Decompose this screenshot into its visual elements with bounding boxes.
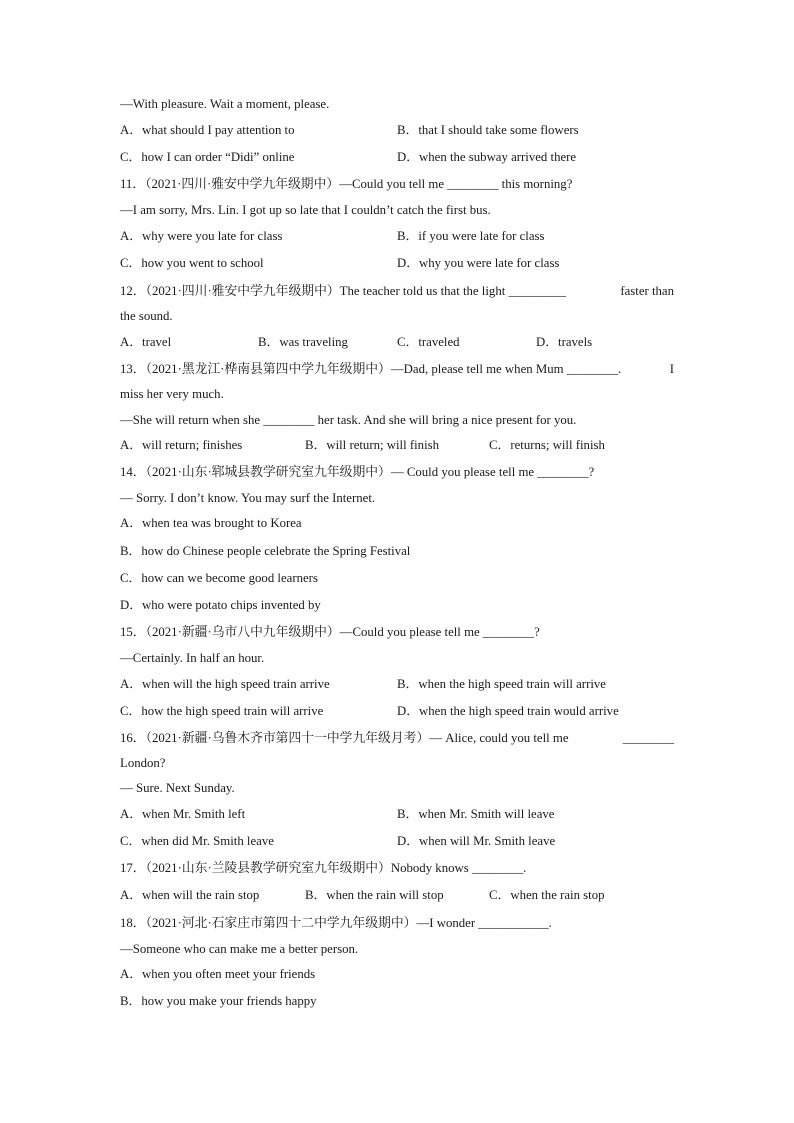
q16-reply: — Sure. Next Sunday. (120, 781, 235, 795)
q16-option-c: C．when did Mr. Smith leave (120, 834, 274, 848)
q13-stem-line1 (120, 361, 674, 377)
q16-stem-line2: London? (120, 756, 166, 770)
q18-option-b: B．how you make your friends happy (120, 994, 317, 1008)
q11-option-a: A．why were you late for class (120, 229, 283, 243)
q11-option-b: B．if you were late for class (397, 229, 545, 243)
q12-stem-line2: the sound. (120, 309, 173, 323)
q16-option-b: B．when Mr. Smith will leave (397, 807, 555, 821)
q17-stem: 17．（2021·山东·兰陵县教学研究室九年级期中）Nobody knows ________. (120, 861, 527, 875)
q13-stem-end: I (669, 362, 674, 376)
q11-stem: 11．（2021·四川·雅安中学九年级期中）—Could you tell me ________ this morning? (120, 177, 573, 191)
q16-option-d: D．when will Mr. Smith leave (397, 834, 556, 848)
q12-option-b: B．was traveling (258, 335, 348, 349)
q17-option-c: C．when the rain stop (489, 888, 605, 902)
q10-reply: —With pleasure. Wait a moment, please. (120, 97, 330, 111)
q17-option-b: B．when the rain will stop (305, 888, 444, 902)
q13-option-a: A．will return; finishes (120, 438, 243, 452)
q12-option-d: D．travels (536, 335, 593, 349)
q17-option-a: A．when will the rain stop (120, 888, 260, 902)
q18-option-a: A．when you often meet your friends (120, 967, 316, 981)
q13-option-c: C．returns; will finish (489, 438, 605, 452)
q14-reply: — Sorry. I don’t know. You may surf the Internet. (120, 491, 376, 505)
q10-option-a: A．what should I pay attention to (120, 123, 295, 137)
q11-option-d: D．why you were late for class (397, 256, 560, 270)
q18-reply: —Someone who can make me a better person. (120, 942, 359, 956)
q16-stem-line1 (120, 730, 674, 746)
q13-option-b: B．will return; will finish (305, 438, 440, 452)
q14-option-a: A．when tea was brought to Korea (120, 516, 302, 530)
q10-option-d: D．when the subway arrived there (397, 150, 577, 164)
q12-option-a: A．travel (120, 335, 172, 349)
q11-reply: —I am sorry, Mrs. Lin. I got up so late that I couldn’t catch the first bus. (120, 203, 491, 217)
q12-stem-line1 (120, 283, 674, 299)
q15-stem: 15．（2021·新疆·乌市八中九年级期中）—Could you please tell me ________? (120, 625, 540, 639)
q13-stem-line2: miss her very much. (120, 387, 224, 401)
q13-reply: —She will return when she ________ her task. And she will bring a nice present for you. (120, 413, 577, 427)
q18-stem: 18．（2021·河北·石家庄市第四十二中学九年级期中）—I wonder ___________. (120, 916, 552, 930)
q14-option-b: B．how do Chinese people celebrate the Spring Festival (120, 544, 411, 558)
q16-option-a: A．when Mr. Smith left (120, 807, 246, 821)
q12-stem-text: 12．（2021·四川·雅安中学九年级期中）The teacher told us that the light _________ (120, 284, 567, 298)
q15-reply: —Certainly. In half an hour. (120, 651, 265, 665)
q16-stem-end: ________ (622, 731, 674, 745)
q10-option-c: C．how I can order “Didi” online (120, 150, 295, 164)
q14-stem: 14．（2021·山东·郓城县教学研究室九年级期中）— Could you please tell me ________? (120, 465, 595, 479)
q15-option-c: C．how the high speed train will arrive (120, 704, 324, 718)
q15-option-d: D．when the high speed train would arrive (397, 704, 619, 718)
q14-option-c: C．how can we become good learners (120, 571, 318, 585)
q15-option-b: B．when the high speed train will arrive (397, 677, 606, 691)
q15-option-a: A．when will the high speed train arrive (120, 677, 330, 691)
q13-stem-text: 13．（2021·黑龙江·桦南县第四中学九年级期中）—Dad, please tell me when Mum ________. (120, 362, 622, 376)
q12-stem-end: faster than (620, 284, 674, 298)
q12-option-c: C．traveled (397, 335, 460, 349)
q16-stem-text: 16．（2021·新疆·乌鲁木齐市第四十一中学九年级月考）— Alice, could you tell me (120, 731, 569, 745)
q14-option-d: D．who were potato chips invented by (120, 598, 321, 612)
q11-option-c: C．how you went to school (120, 256, 264, 270)
q10-option-b: B．that I should take some flowers (397, 123, 579, 137)
